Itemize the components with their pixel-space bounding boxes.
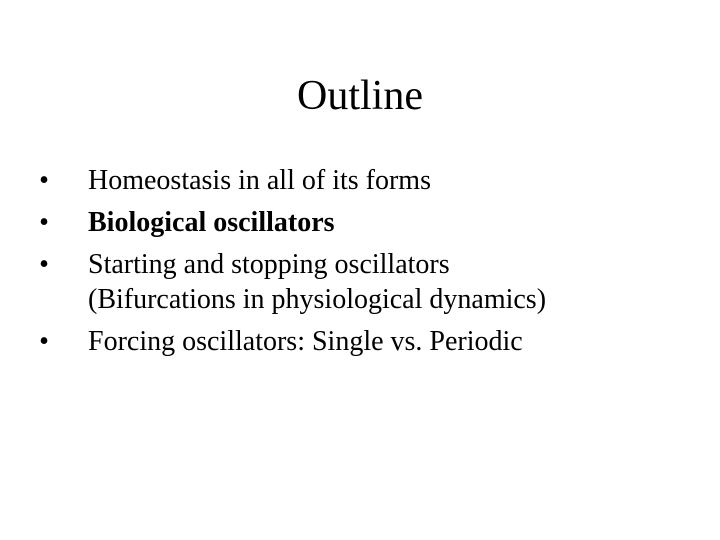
bullet-list: [32, 163, 692, 368]
bullet-dot-icon: •: [39, 165, 49, 196]
bullet-item-biological-oscillators: [32, 205, 692, 240]
bullet-line: Biological oscillators: [88, 207, 335, 238]
bullet-text: [88, 163, 692, 198]
bullet-item-homeostasis: [32, 163, 692, 198]
bullet-text: [88, 324, 692, 359]
bullet-line: Forcing oscillators: Single vs. Periodic: [88, 326, 523, 357]
slide-title: Outline: [297, 73, 423, 119]
bullet-dot-icon: •: [39, 326, 49, 357]
bullet-text: [88, 247, 692, 317]
bullet-text-emphasized: [88, 205, 692, 240]
bullet-dot-icon: •: [39, 207, 49, 238]
bullet-dot-icon: •: [39, 249, 49, 280]
bullet-line: Starting and stopping oscillators: [88, 249, 450, 280]
bullet-item-starting-stopping: [32, 247, 692, 317]
bullet-item-forcing-oscillators: [32, 324, 692, 359]
bullet-line: (Bifurcations in physiological dynamics): [88, 284, 547, 315]
bullet-line: Homeostasis in all of its forms: [88, 165, 431, 196]
